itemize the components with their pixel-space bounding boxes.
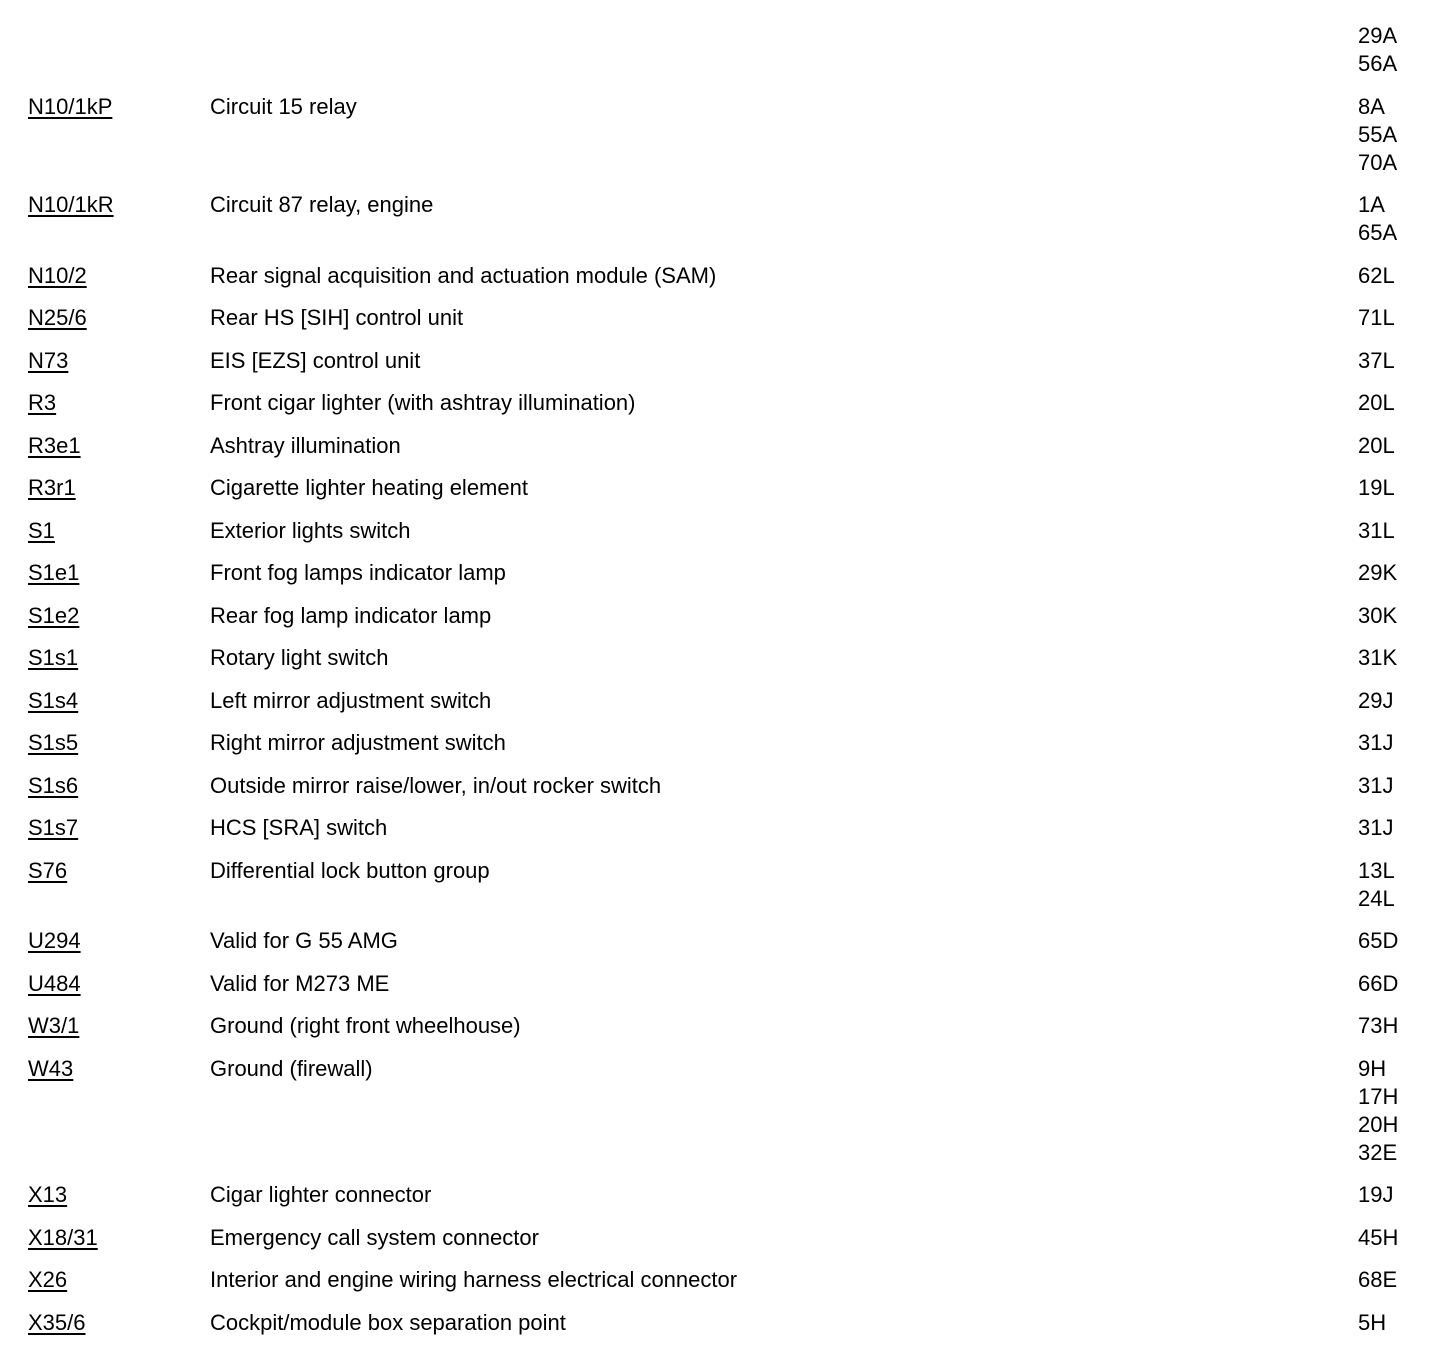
legend-row (0, 729, 1440, 757)
legend-row (0, 432, 1440, 460)
component-description: Ashtray illumination (210, 432, 401, 458)
grid-location: 70A (1358, 149, 1398, 175)
grid-location: 20H (1358, 1111, 1399, 1137)
legend-row (0, 1224, 1440, 1252)
component-legend-list (0, 22, 1440, 1351)
component-code-link[interactable]: S1s6 (28, 772, 79, 798)
component-code-link[interactable]: S1s4 (28, 687, 79, 713)
legend-row (0, 857, 1440, 913)
component-description: Valid for G 55 AMG (210, 928, 398, 953)
legend-row (0, 262, 1440, 290)
component-description: Front cigar lighter (with ashtray illumination) (210, 390, 636, 415)
grid-location: 29K (1358, 560, 1398, 585)
grid-location-list (1358, 687, 1428, 715)
component-description: Interior and engine wiring harness electrical connector (210, 1267, 738, 1292)
legend-row (0, 389, 1440, 417)
grid-location: 68E (1358, 1267, 1398, 1292)
component-description: Differential lock button group (210, 857, 490, 883)
component-description: Emergency call system connector (210, 1224, 539, 1250)
component-description: Left mirror adjustment switch (210, 687, 492, 713)
grid-location-list (1358, 304, 1428, 332)
grid-location: 29A (1358, 23, 1398, 48)
component-description: Valid for M273 ME (210, 970, 390, 996)
component-description: HCS [SRA] switch (210, 815, 388, 840)
grid-location-list (1358, 1224, 1428, 1252)
component-description: Outside mirror raise/lower, in/out rocker switch (210, 772, 662, 798)
legend-row (0, 93, 1440, 177)
component-code-link[interactable]: U484 (28, 970, 81, 996)
grid-location: 31J (1358, 730, 1394, 755)
component-description: Ground (firewall) (210, 1055, 373, 1081)
grid-location-list (1358, 1181, 1428, 1209)
grid-location: 19L (1358, 475, 1395, 500)
grid-location-list (1358, 644, 1428, 672)
legend-row (0, 772, 1440, 800)
component-code-link[interactable]: R3 (28, 390, 57, 415)
legend-row (0, 474, 1440, 502)
grid-location-list (1358, 262, 1428, 290)
legend-row (0, 559, 1440, 587)
grid-location: 45H (1358, 1224, 1399, 1250)
component-description: Circuit 15 relay (210, 93, 357, 119)
component-description: Rear HS [SIH] control unit (210, 305, 464, 330)
legend-row (0, 927, 1440, 955)
grid-location-list (1358, 857, 1428, 913)
legend-row (0, 602, 1440, 630)
grid-location-list (1358, 347, 1428, 375)
component-code-link[interactable]: R3r1 (28, 475, 76, 500)
grid-location: 9H (1358, 1055, 1387, 1081)
grid-location: 8A (1358, 93, 1385, 119)
component-description: EIS [EZS] control unit (210, 347, 421, 373)
grid-location: 37L (1358, 347, 1395, 373)
component-description: Rear signal acquisition and actuation module (SAM) (210, 262, 717, 288)
grid-location: 62L (1358, 262, 1395, 288)
legend-row (0, 644, 1440, 672)
component-code-link[interactable]: N10/2 (28, 262, 87, 288)
grid-location: 73H (1358, 1013, 1399, 1038)
grid-location-list (1358, 1309, 1428, 1337)
grid-location: 31J (1358, 772, 1394, 798)
legend-row (0, 1055, 1440, 1167)
grid-location: 20L (1358, 390, 1395, 415)
grid-location-list (1358, 93, 1428, 177)
component-code-link[interactable]: W3/1 (28, 1013, 80, 1038)
component-description: Right mirror adjustment switch (210, 730, 506, 755)
component-code-link[interactable]: S76 (28, 857, 68, 883)
grid-location-list (1358, 729, 1428, 757)
grid-location-list (1358, 432, 1428, 460)
component-description: Circuit 87 relay, engine (210, 192, 434, 217)
component-code-link[interactable]: N73 (28, 347, 69, 373)
component-code-link[interactable]: N25/6 (28, 305, 87, 330)
legend-row (0, 1309, 1440, 1337)
component-code-link[interactable]: X13 (28, 1182, 68, 1207)
component-code-link[interactable]: X35/6 (28, 1309, 86, 1335)
legend-row (0, 687, 1440, 715)
grid-location: 5H (1358, 1309, 1387, 1335)
component-code-link[interactable]: S1 (28, 517, 55, 543)
grid-location-list (1358, 927, 1428, 955)
component-code-link[interactable]: X26 (28, 1267, 68, 1292)
grid-location: 56A (1358, 51, 1398, 76)
component-description: Cockpit/module box separation point (210, 1309, 566, 1335)
component-code-link[interactable]: S1e2 (28, 602, 80, 628)
grid-location: 65D (1358, 928, 1399, 953)
component-code-link[interactable]: N10/1kP (28, 93, 113, 119)
component-code-link[interactable]: R3e1 (28, 432, 81, 458)
legend-row (0, 304, 1440, 332)
grid-location-list (1358, 1012, 1428, 1040)
grid-location-list (1358, 602, 1428, 630)
component-code-link[interactable]: U294 (28, 928, 81, 953)
component-description: Cigar lighter connector (210, 1182, 432, 1207)
grid-location: 20L (1358, 432, 1395, 458)
grid-location: 55A (1358, 121, 1398, 147)
legend-row (0, 814, 1440, 842)
grid-location: 31J (1358, 815, 1394, 840)
component-description: Cigarette lighter heating element (210, 475, 528, 500)
component-description: Ground (right front wheelhouse) (210, 1013, 521, 1038)
grid-location: 71L (1358, 305, 1395, 330)
grid-location: 65A (1358, 220, 1398, 245)
legend-row (0, 517, 1440, 545)
grid-location: 19J (1358, 1182, 1394, 1207)
grid-location-list (1358, 1055, 1428, 1167)
legend-row (0, 191, 1440, 247)
grid-location: 13L (1358, 857, 1395, 883)
grid-location: 31L (1358, 517, 1395, 543)
grid-location-list (1358, 191, 1428, 247)
grid-location: 17H (1358, 1083, 1399, 1109)
grid-location-list (1358, 970, 1428, 998)
component-code-link[interactable]: S1e1 (28, 560, 80, 585)
legend-row (0, 970, 1440, 998)
grid-location: 32E (1358, 1139, 1398, 1165)
component-code-link[interactable]: S1s7 (28, 815, 79, 840)
legend-row (0, 1012, 1440, 1040)
component-description: Rotary light switch (210, 645, 389, 670)
grid-location-list (1358, 389, 1428, 417)
grid-location-list (1358, 772, 1428, 800)
grid-location: 66D (1358, 970, 1399, 996)
component-description: Front fog lamps indicator lamp (210, 560, 506, 585)
grid-location: 30K (1358, 602, 1398, 628)
grid-location-list (1358, 1266, 1428, 1294)
legend-row (0, 22, 1440, 78)
grid-location-list (1358, 22, 1428, 78)
grid-location-list (1358, 814, 1428, 842)
component-description: Exterior lights switch (210, 517, 411, 543)
grid-location: 31K (1358, 645, 1398, 670)
component-code-link[interactable]: N10/1kR (28, 192, 114, 217)
grid-location-list (1358, 517, 1428, 545)
grid-location: 1A (1358, 192, 1385, 217)
component-description: Rear fog lamp indicator lamp (210, 602, 492, 628)
grid-location-list (1358, 474, 1428, 502)
legend-row (0, 347, 1440, 375)
component-code-link[interactable]: S1s5 (28, 730, 79, 755)
legend-row (0, 1266, 1440, 1294)
component-code-link[interactable]: X18/31 (28, 1224, 98, 1250)
legend-row (0, 1181, 1440, 1209)
grid-location: 24L (1358, 885, 1395, 911)
component-code-link[interactable]: S1s1 (28, 645, 79, 670)
grid-location-list (1358, 559, 1428, 587)
component-code-link[interactable]: W43 (28, 1055, 74, 1081)
grid-location: 29J (1358, 687, 1394, 713)
